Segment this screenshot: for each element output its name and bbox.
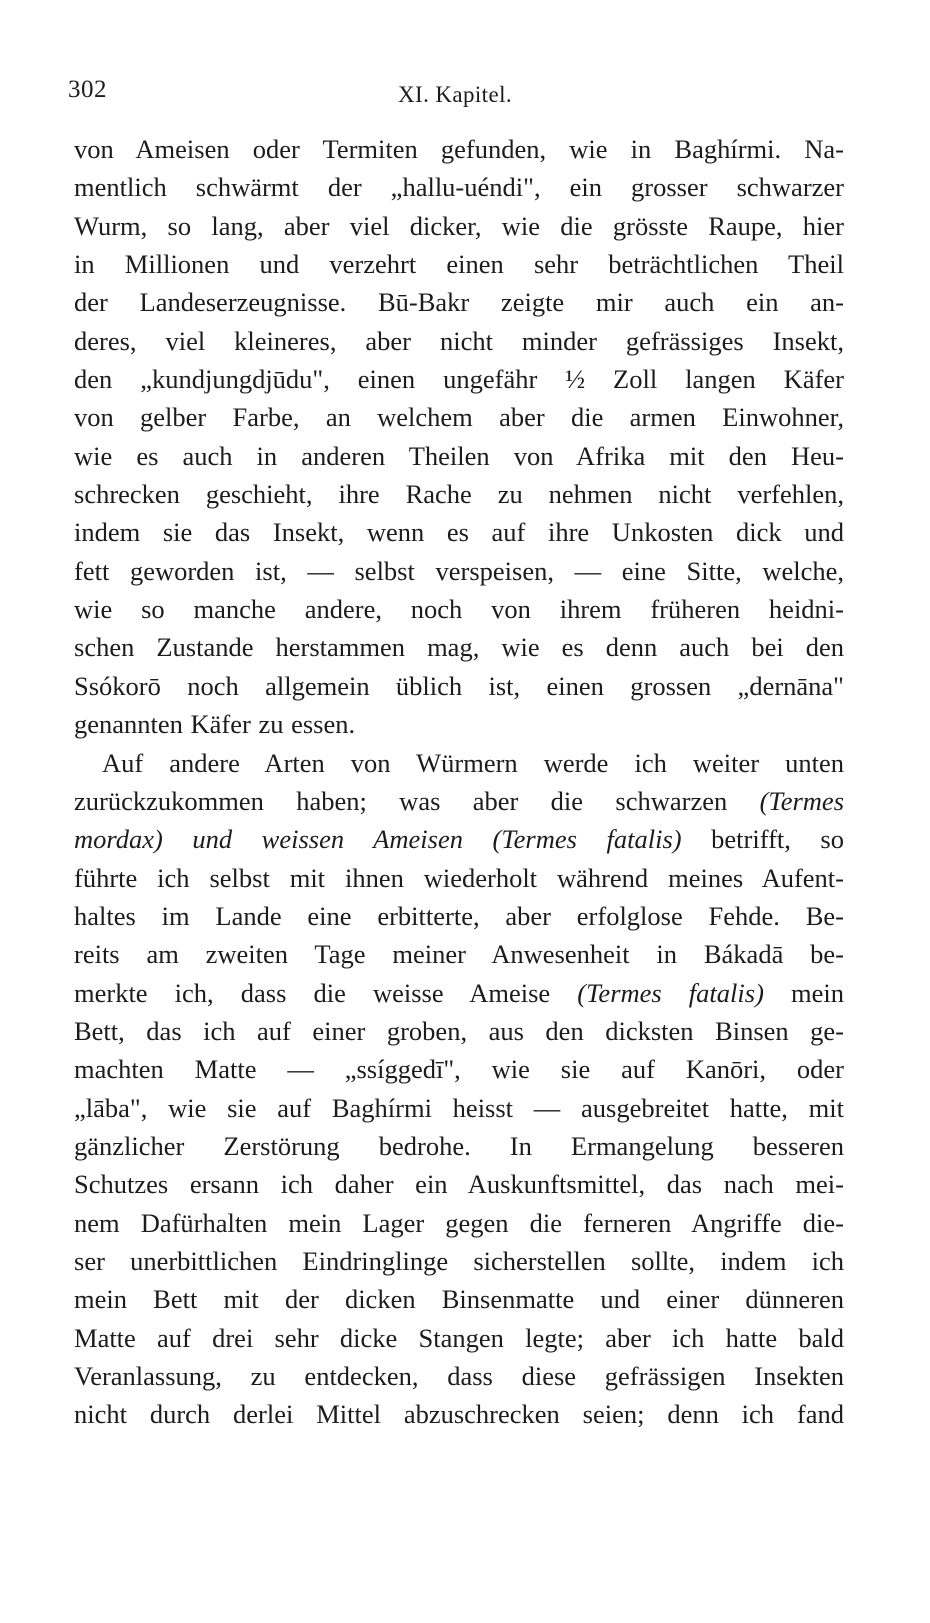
text-line: deres, viel kleineres, aber nicht minder gefrässiges Insekt, [74,325,844,356]
text-segment: merkte ich, dass die weisse Ameise [74,977,551,1008]
italic-term: (Termes fatalis) [577,977,764,1008]
text-line: fett geworden ist, — selbst verspeisen, — eine Sitte, welche, [74,555,844,586]
text-line: von gelber Farbe, an welchem aber die armen Einwohner, [74,402,844,433]
text-line: in Millionen und verzehrt einen sehr beträchtlichen Theil [74,249,844,280]
text-line: den „kundjungdjūdu", einen ungefähr ½ Zoll langen Käfer [74,364,844,395]
italic-term: (Termes fatalis) [492,824,682,855]
text-line: von Ameisen oder Termiten gefunden, wie in Baghírmi. Na- [74,134,844,164]
text-line [74,820,844,858]
text-segment: mein [791,977,844,1008]
italic-term: (Termes [759,785,845,816]
page-header [68,70,848,110]
text-line: indem sie das Insekt, wenn es auf ihre Unkosten dick und [74,517,844,548]
text-segment: betrifft, so [711,824,844,855]
text-line [74,782,844,820]
text-line: Ssókorō noch allgemein üblich ist, einen grossen „dernāna" [74,670,844,701]
text-line: reits am zweiten Tage meiner Anwesenheit in Bákadā be- [74,939,844,970]
text-line: genannten Käfer zu essen. [74,709,356,740]
text-line: Bett, das ich auf einer groben, aus den dicksten Binsen ge- [74,1015,844,1046]
text-line: Schutzes ersann ich daher ein Auskunftsmittel, das nach mei- [74,1169,844,1200]
text-line: Wurm, so lang, aber viel dicker, wie die grösste Raupe, hier [74,210,844,241]
running-head: XI. Kapitel. [398,82,513,107]
text-line: ser unerbittlichen Eindringlinge sicherstellen sollte, indem ich [74,1245,844,1276]
text-line: Veranlassung, zu entdecken, dass diese gefrässigen Insekten [74,1361,844,1391]
text-line: der Landeserzeugnisse. Bū-Bakr zeigte mir auch ein an- [74,287,844,318]
text-line: „lāba", wie sie auf Baghírmi heisst — ausgebreitet hatte, mit [74,1092,844,1123]
text-segment: zurückzukommen haben; was aber die schwarzen [74,785,728,816]
text-line: mentlich schwärmt der „hallu-uéndi", ein grosser schwarzer [74,172,844,203]
text-line: nem Dafürhalten mein Lager gegen die ferneren Angriffe die- [74,1207,844,1238]
paragraph-start-line: Auf andere Arten von Würmern werde ich weiter unten [102,747,844,778]
text-line: machten Matte — „ssíggedī", wie sie auf Kanōri, oder [74,1054,844,1085]
text-segment: mordax) und weissen Ameisen [74,824,463,855]
text-line: schrecken geschieht, ihre Rache zu nehmen nicht verfehlen, [74,479,844,510]
text-line: mein Bett mit der dicken Binsenmatte und einer dünneren [74,1284,844,1315]
text-line: führte ich selbst mit ihnen wiederholt während meines Aufent- [74,862,844,893]
text-line: wie so manche andere, noch von ihrem früheren heidni- [74,594,844,625]
text-line: nicht durch derlei Mittel abzuschrecken seien; denn ich fand [74,1399,844,1430]
text-line: wie es auch in anderen Theilen von Afrika mit den Heu- [74,440,844,471]
body-text [74,130,844,1434]
text-line: schen Zustande herstammen mag, wie es denn auch bei den [74,632,844,663]
text-line: haltes im Lande eine erbitterte, aber erfolglose Fehde. Be- [74,900,844,931]
page-number: 302 [68,76,107,103]
text-line [74,974,844,1012]
text-line: gänzlicher Zerstörung bedrohe. In Ermangelung besseren [74,1130,844,1161]
text-line: Matte auf drei sehr dicke Stangen legte; aber ich hatte bald [74,1322,844,1353]
